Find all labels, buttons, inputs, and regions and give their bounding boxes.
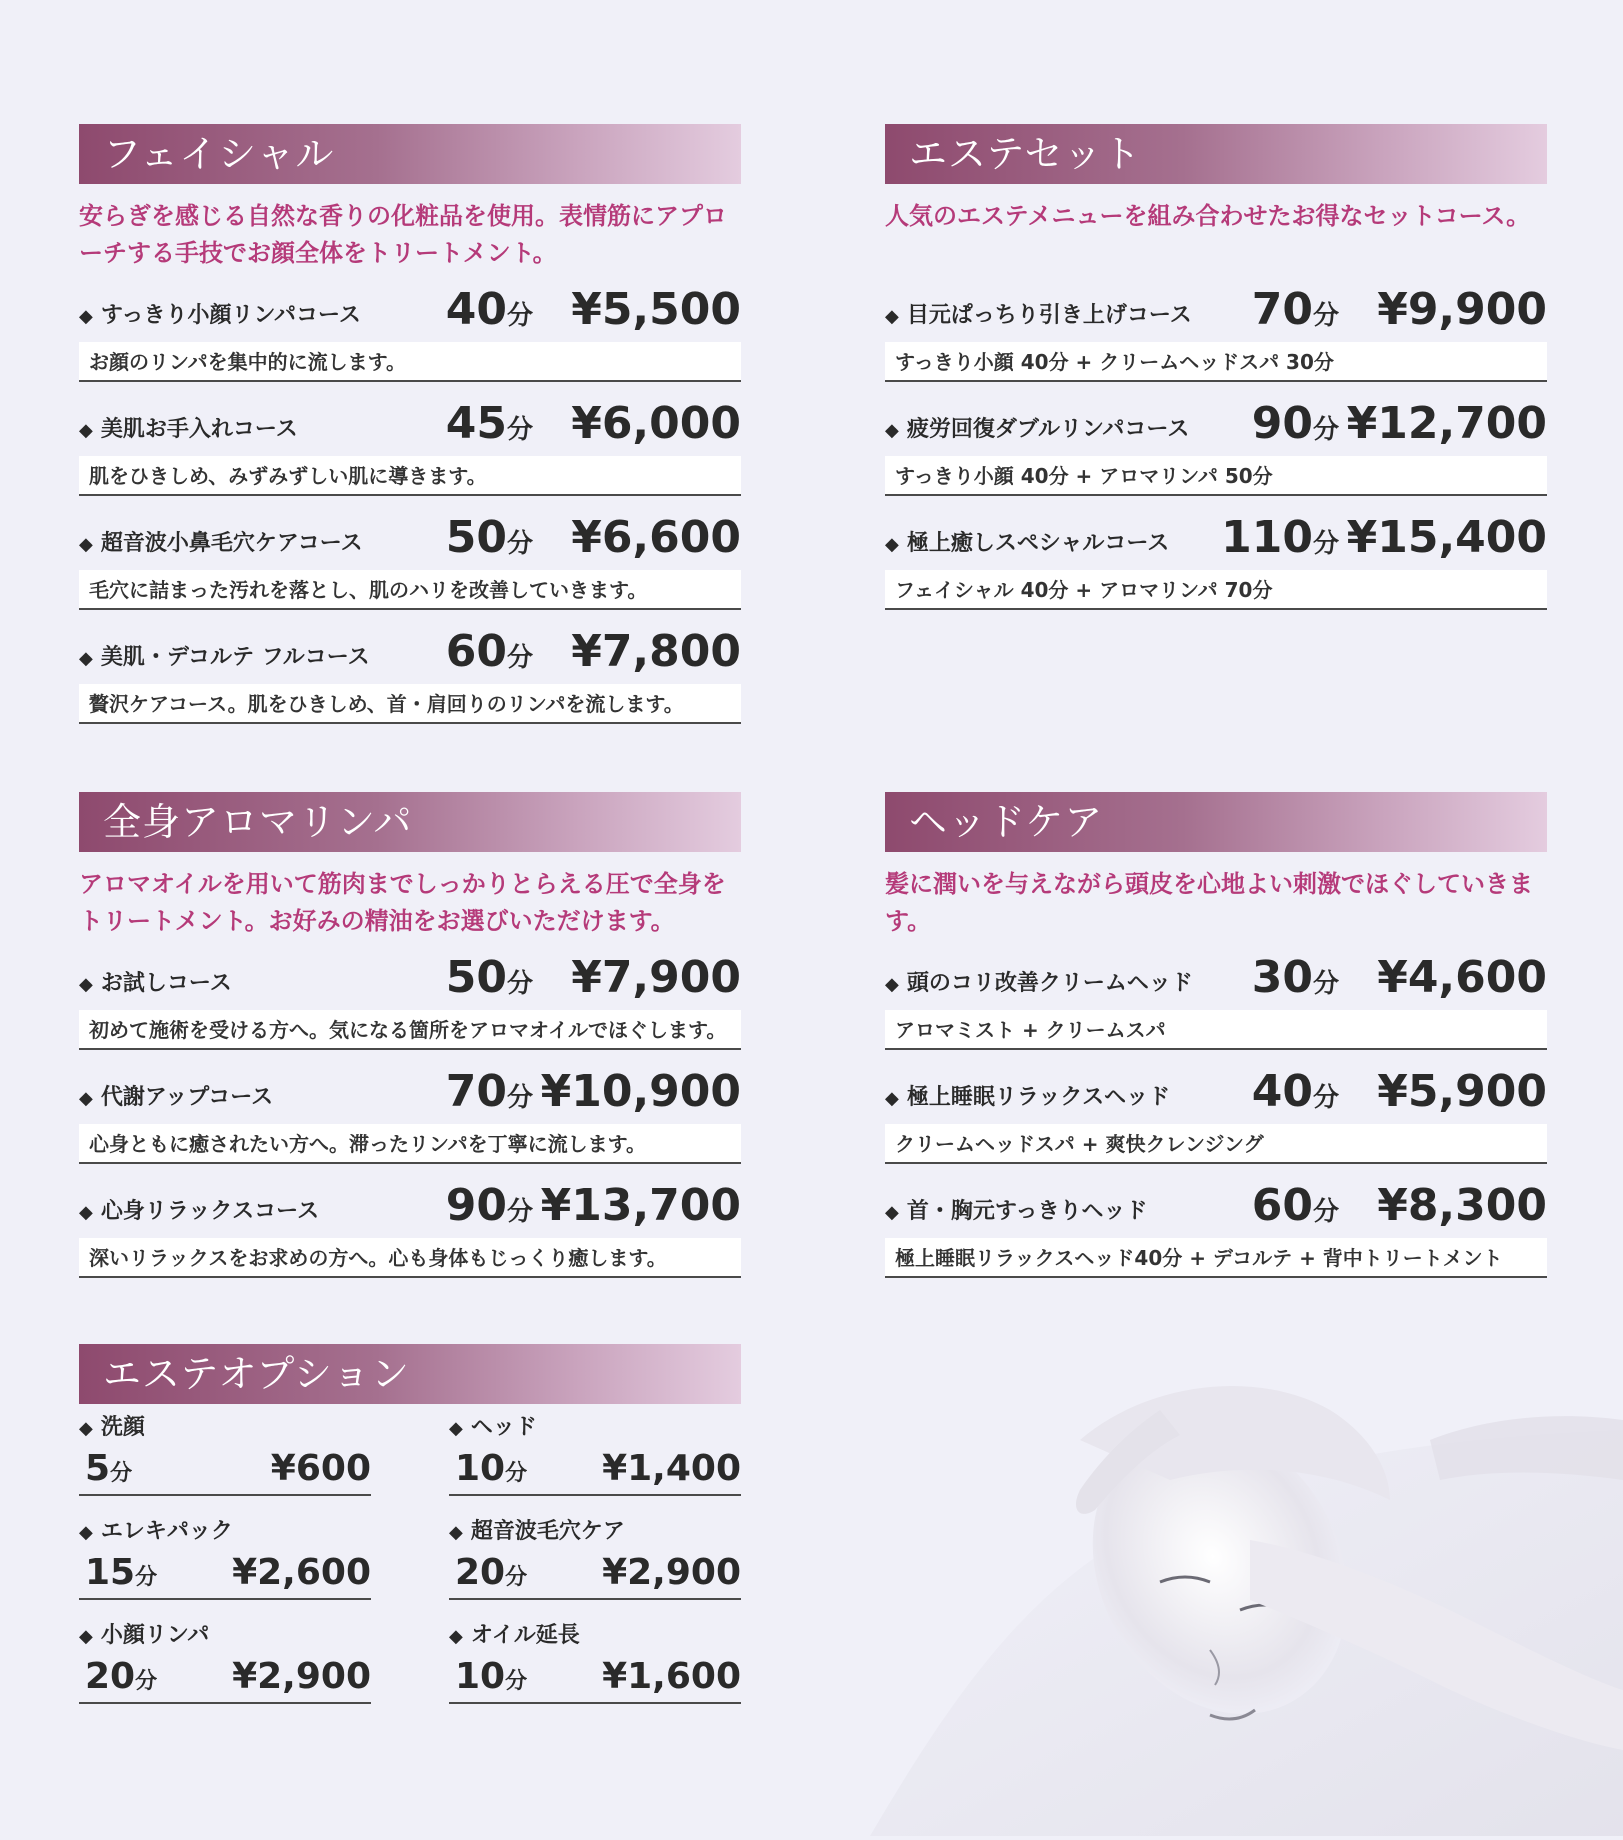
course-item — [885, 1064, 1547, 1178]
option-duration-unit: 分 — [505, 1669, 528, 1694]
diamond-bullet-icon: ◆ — [79, 1088, 93, 1109]
option-name-text: 超音波毛穴ケア — [470, 1519, 625, 1544]
course-duration — [1252, 1066, 1339, 1117]
course-price: ¥6,000 — [571, 398, 741, 449]
course-name — [885, 966, 1193, 997]
course-name-text: 目元ぱっちり引き上げコース — [906, 303, 1192, 328]
course-title-row — [79, 950, 741, 1010]
option-price: ¥1,400 — [602, 1448, 741, 1489]
option-duration — [455, 1448, 527, 1489]
course-price: ¥7,800 — [571, 626, 741, 677]
course-title-row — [885, 1178, 1547, 1238]
option-item — [449, 1618, 741, 1722]
course-description: 贅沢ケアコース。肌をひきしめ、首・肩回りのリンパを流します。 — [79, 684, 741, 724]
option-item — [79, 1410, 371, 1514]
course-item — [885, 396, 1547, 510]
course-duration-unit: 分 — [1312, 1083, 1339, 1113]
options-header: エステオプション — [79, 1344, 741, 1404]
course-name-text: 極上睡眠リラックスヘッド — [906, 1085, 1171, 1110]
diamond-bullet-icon: ◆ — [79, 306, 93, 327]
course-title-row — [885, 950, 1547, 1010]
course-price: ¥10,900 — [540, 1066, 741, 1117]
aroma-header: 全身アロマリンパ — [79, 792, 741, 852]
option-name-text: オイル延長 — [470, 1623, 580, 1648]
course-description: フェイシャル 40分 + アロマリンパ 70分 — [885, 570, 1547, 610]
option-name — [79, 1514, 233, 1545]
course-name-text: お試しコース — [100, 971, 232, 996]
course-description: 深いリラックスをお求めの方へ。心も身体もじっくり癒します。 — [79, 1238, 741, 1278]
course-title-row — [885, 396, 1547, 456]
course-name — [79, 298, 361, 329]
diamond-bullet-icon: ◆ — [885, 534, 899, 555]
course-duration-unit: 分 — [1312, 969, 1339, 999]
option-duration-value: 15 — [85, 1552, 136, 1593]
facial-description: 安らぎを感じる自然な香りの化粧品を使用。表情筋にアプローチする手技でお顔全体をトリートメント。 — [79, 202, 727, 267]
option-name — [449, 1410, 537, 1441]
course-name-text: 頭のコリ改善クリームヘッド — [906, 971, 1193, 996]
course-duration — [1252, 398, 1339, 449]
option-name-text: エレキパック — [100, 1519, 233, 1544]
course-item — [885, 1178, 1547, 1292]
option-duration-unit: 分 — [135, 1565, 158, 1590]
course-name — [885, 526, 1169, 557]
diamond-bullet-icon: ◆ — [79, 974, 93, 995]
course-item — [885, 282, 1547, 396]
course-name — [885, 1080, 1170, 1111]
course-name — [885, 1194, 1148, 1225]
course-name — [885, 298, 1192, 329]
course-price: ¥5,900 — [1377, 1066, 1547, 1117]
course-duration-value: 90 — [1251, 398, 1313, 449]
course-item — [79, 282, 741, 396]
diamond-bullet-icon: ◆ — [885, 1088, 899, 1109]
option-duration-value: 20 — [455, 1552, 506, 1593]
option-item — [449, 1410, 741, 1514]
diamond-bullet-icon: ◆ — [79, 420, 93, 441]
course-duration-value: 40 — [445, 284, 507, 335]
option-name-text: ヘッド — [470, 1415, 537, 1440]
course-duration-value: 60 — [1251, 1180, 1313, 1231]
course-price: ¥5,500 — [571, 284, 741, 335]
course-item — [79, 624, 741, 738]
course-duration-unit: 分 — [506, 529, 533, 559]
course-duration-unit: 分 — [506, 969, 533, 999]
option-name — [449, 1618, 580, 1649]
course-duration-unit: 分 — [506, 301, 533, 331]
course-name — [79, 640, 370, 671]
option-duration — [85, 1656, 157, 1697]
course-duration-unit: 分 — [506, 1083, 533, 1113]
option-price: ¥1,600 — [602, 1656, 741, 1697]
option-row — [449, 1448, 741, 1496]
course-description: 肌をひきしめ、みずみずしい肌に導きます。 — [79, 456, 741, 496]
course-title-row — [79, 396, 741, 456]
course-duration-value: 30 — [1251, 952, 1313, 1003]
option-name — [79, 1618, 209, 1649]
diamond-bullet-icon: ◆ — [79, 1418, 93, 1439]
course-duration — [446, 512, 533, 563]
course-description: すっきり小顔 40分 + アロマリンパ 50分 — [885, 456, 1547, 496]
option-duration-value: 20 — [85, 1656, 136, 1697]
option-duration — [85, 1448, 132, 1489]
course-description: すっきり小顔 40分 + クリームヘッドスパ 30分 — [885, 342, 1547, 382]
course-name-text: 極上癒しスペシャルコース — [906, 531, 1170, 556]
course-title-row — [79, 1178, 741, 1238]
course-price: ¥15,400 — [1346, 512, 1547, 563]
course-price: ¥7,900 — [571, 952, 741, 1003]
diamond-bullet-icon: ◆ — [885, 974, 899, 995]
course-title-row — [79, 1064, 741, 1124]
course-duration — [446, 284, 533, 335]
head-care-section — [885, 792, 1547, 1292]
diamond-bullet-icon: ◆ — [79, 1522, 93, 1543]
option-row — [79, 1448, 371, 1496]
course-name — [79, 526, 363, 557]
option-item — [449, 1514, 741, 1618]
option-name-text: 洗顔 — [100, 1415, 145, 1440]
course-duration-unit: 分 — [1312, 1197, 1339, 1227]
course-name-text: 美肌・デコルテ フルコース — [100, 645, 370, 670]
este-set-header: エステセット — [885, 124, 1547, 184]
option-duration-value: 10 — [455, 1448, 506, 1489]
diamond-bullet-icon: ◆ — [449, 1626, 463, 1647]
option-duration-value: 10 — [455, 1656, 506, 1697]
aroma-course-list — [79, 950, 741, 1292]
course-duration-value: 45 — [445, 398, 507, 449]
diamond-bullet-icon: ◆ — [885, 420, 899, 441]
course-duration-value: 40 — [1251, 1066, 1313, 1117]
course-duration-unit: 分 — [506, 643, 533, 673]
este-set-description: 人気のエステメニューを組み合わせたお得なセットコース。 — [885, 202, 1531, 230]
course-name — [79, 966, 232, 997]
course-duration-unit: 分 — [1312, 529, 1339, 559]
course-duration — [446, 1066, 533, 1117]
head-care-course-list — [885, 950, 1547, 1292]
course-duration-value: 70 — [445, 1066, 507, 1117]
course-item — [885, 510, 1547, 624]
course-title-row — [79, 282, 741, 342]
course-duration — [446, 952, 533, 1003]
course-name-text: 美肌お手入れコース — [100, 417, 298, 442]
option-name — [449, 1514, 625, 1545]
course-duration-unit: 分 — [506, 415, 533, 445]
course-item — [79, 1178, 741, 1292]
course-duration-value: 70 — [1251, 284, 1313, 335]
course-duration — [1252, 952, 1339, 1003]
course-description: アロマミスト + クリームスパ — [885, 1010, 1547, 1050]
option-duration — [455, 1656, 527, 1697]
option-row — [449, 1656, 741, 1704]
course-name-text: 心身リラックスコース — [100, 1199, 320, 1224]
diamond-bullet-icon: ◆ — [885, 1202, 899, 1223]
course-duration-unit: 分 — [506, 1197, 533, 1227]
course-title-row — [885, 282, 1547, 342]
course-price: ¥8,300 — [1377, 1180, 1547, 1231]
course-name — [79, 1080, 273, 1111]
option-duration-value: 5 — [85, 1448, 111, 1489]
course-name — [79, 412, 298, 443]
facial-header: フェイシャル — [79, 124, 741, 184]
option-item — [79, 1618, 371, 1722]
option-name — [79, 1410, 145, 1441]
course-description: お顔のリンパを集中的に流します。 — [79, 342, 741, 382]
course-duration-unit: 分 — [1312, 301, 1339, 331]
option-name-text: 小顔リンパ — [100, 1623, 210, 1648]
course-title-row — [79, 510, 741, 570]
course-duration-value: 50 — [445, 512, 507, 563]
diamond-bullet-icon: ◆ — [885, 306, 899, 327]
course-description: 極上睡眠リラックスヘッド40分 + デコルテ + 背中トリートメント — [885, 1238, 1547, 1278]
course-price: ¥13,700 — [540, 1180, 741, 1231]
course-item — [885, 950, 1547, 1064]
aroma-description: アロマオイルを用いて筋肉までしっかりとらえる圧で全身をトリートメント。お好みの精油をお選びいただけます。 — [79, 870, 726, 935]
option-row — [79, 1552, 371, 1600]
diamond-bullet-icon: ◆ — [449, 1418, 463, 1439]
option-duration-unit: 分 — [135, 1669, 158, 1694]
diamond-bullet-icon: ◆ — [79, 648, 93, 669]
diamond-bullet-icon: ◆ — [449, 1522, 463, 1543]
options-section — [79, 1344, 741, 1404]
course-duration — [1252, 284, 1339, 335]
option-price: ¥2,900 — [602, 1552, 741, 1593]
course-duration-unit: 分 — [1312, 415, 1339, 445]
course-price: ¥6,600 — [571, 512, 741, 563]
course-duration — [446, 1180, 533, 1231]
option-duration-unit: 分 — [505, 1565, 528, 1590]
course-duration — [1252, 1180, 1339, 1231]
diamond-bullet-icon: ◆ — [79, 1202, 93, 1223]
este-set-section — [885, 124, 1547, 624]
facial-course-list — [79, 282, 741, 738]
course-item — [79, 510, 741, 624]
course-duration-value: 90 — [445, 1180, 507, 1231]
option-price: ¥600 — [270, 1448, 371, 1489]
diamond-bullet-icon: ◆ — [79, 1626, 93, 1647]
option-duration — [455, 1552, 527, 1593]
course-name-text: 首・胸元すっきりヘッド — [906, 1199, 1148, 1224]
course-title-row — [79, 624, 741, 684]
facial-section — [79, 124, 741, 738]
course-price: ¥12,700 — [1346, 398, 1547, 449]
course-price: ¥4,600 — [1377, 952, 1547, 1003]
course-item — [79, 1064, 741, 1178]
option-price: ¥2,900 — [232, 1656, 371, 1697]
option-price: ¥2,600 — [232, 1552, 371, 1593]
option-duration — [85, 1552, 157, 1593]
option-row — [79, 1656, 371, 1704]
option-duration-unit: 分 — [110, 1461, 133, 1486]
course-duration-value: 50 — [445, 952, 507, 1003]
course-name — [885, 412, 1189, 443]
course-duration — [446, 398, 533, 449]
course-description: 毛穴に詰まった汚れを落とし、肌のハリを改善していきます。 — [79, 570, 741, 610]
course-description: クリームヘッドスパ + 爽快クレンジング — [885, 1124, 1547, 1164]
course-name-text: 超音波小鼻毛穴ケアコース — [100, 531, 363, 556]
course-duration-value: 60 — [445, 626, 507, 677]
este-set-course-list — [885, 282, 1547, 624]
course-duration-value: 110 — [1221, 512, 1313, 563]
aroma-section — [79, 792, 741, 1292]
head-care-header: ヘッドケア — [885, 792, 1547, 852]
massage-illustration — [830, 1320, 1623, 1836]
course-name — [79, 1194, 319, 1225]
course-item — [79, 950, 741, 1064]
course-title-row — [885, 510, 1547, 570]
course-item — [79, 396, 741, 510]
option-item — [79, 1514, 371, 1618]
course-name-text: すっきり小顔リンパコース — [100, 303, 361, 328]
course-duration — [446, 626, 533, 677]
option-row — [449, 1552, 741, 1600]
course-name-text: 代謝アップコース — [100, 1085, 274, 1110]
course-title-row — [885, 1064, 1547, 1124]
course-duration — [1221, 512, 1339, 563]
course-price: ¥9,900 — [1377, 284, 1547, 335]
course-description: 初めて施術を受ける方へ。気になる箇所をアロマオイルでほぐします。 — [79, 1010, 741, 1050]
spa-facial-massage-photo — [830, 1320, 1623, 1836]
head-care-description: 髪に潤いを与えながら頭皮を心地よい刺激でほぐしていきます。 — [885, 870, 1533, 935]
course-name-text: 疲労回復ダブルリンパコース — [906, 417, 1190, 442]
course-description: 心身ともに癒されたい方へ。滞ったリンパを丁寧に流します。 — [79, 1124, 741, 1164]
option-duration-unit: 分 — [505, 1461, 528, 1486]
options-grid — [79, 1410, 741, 1730]
diamond-bullet-icon: ◆ — [79, 534, 93, 555]
